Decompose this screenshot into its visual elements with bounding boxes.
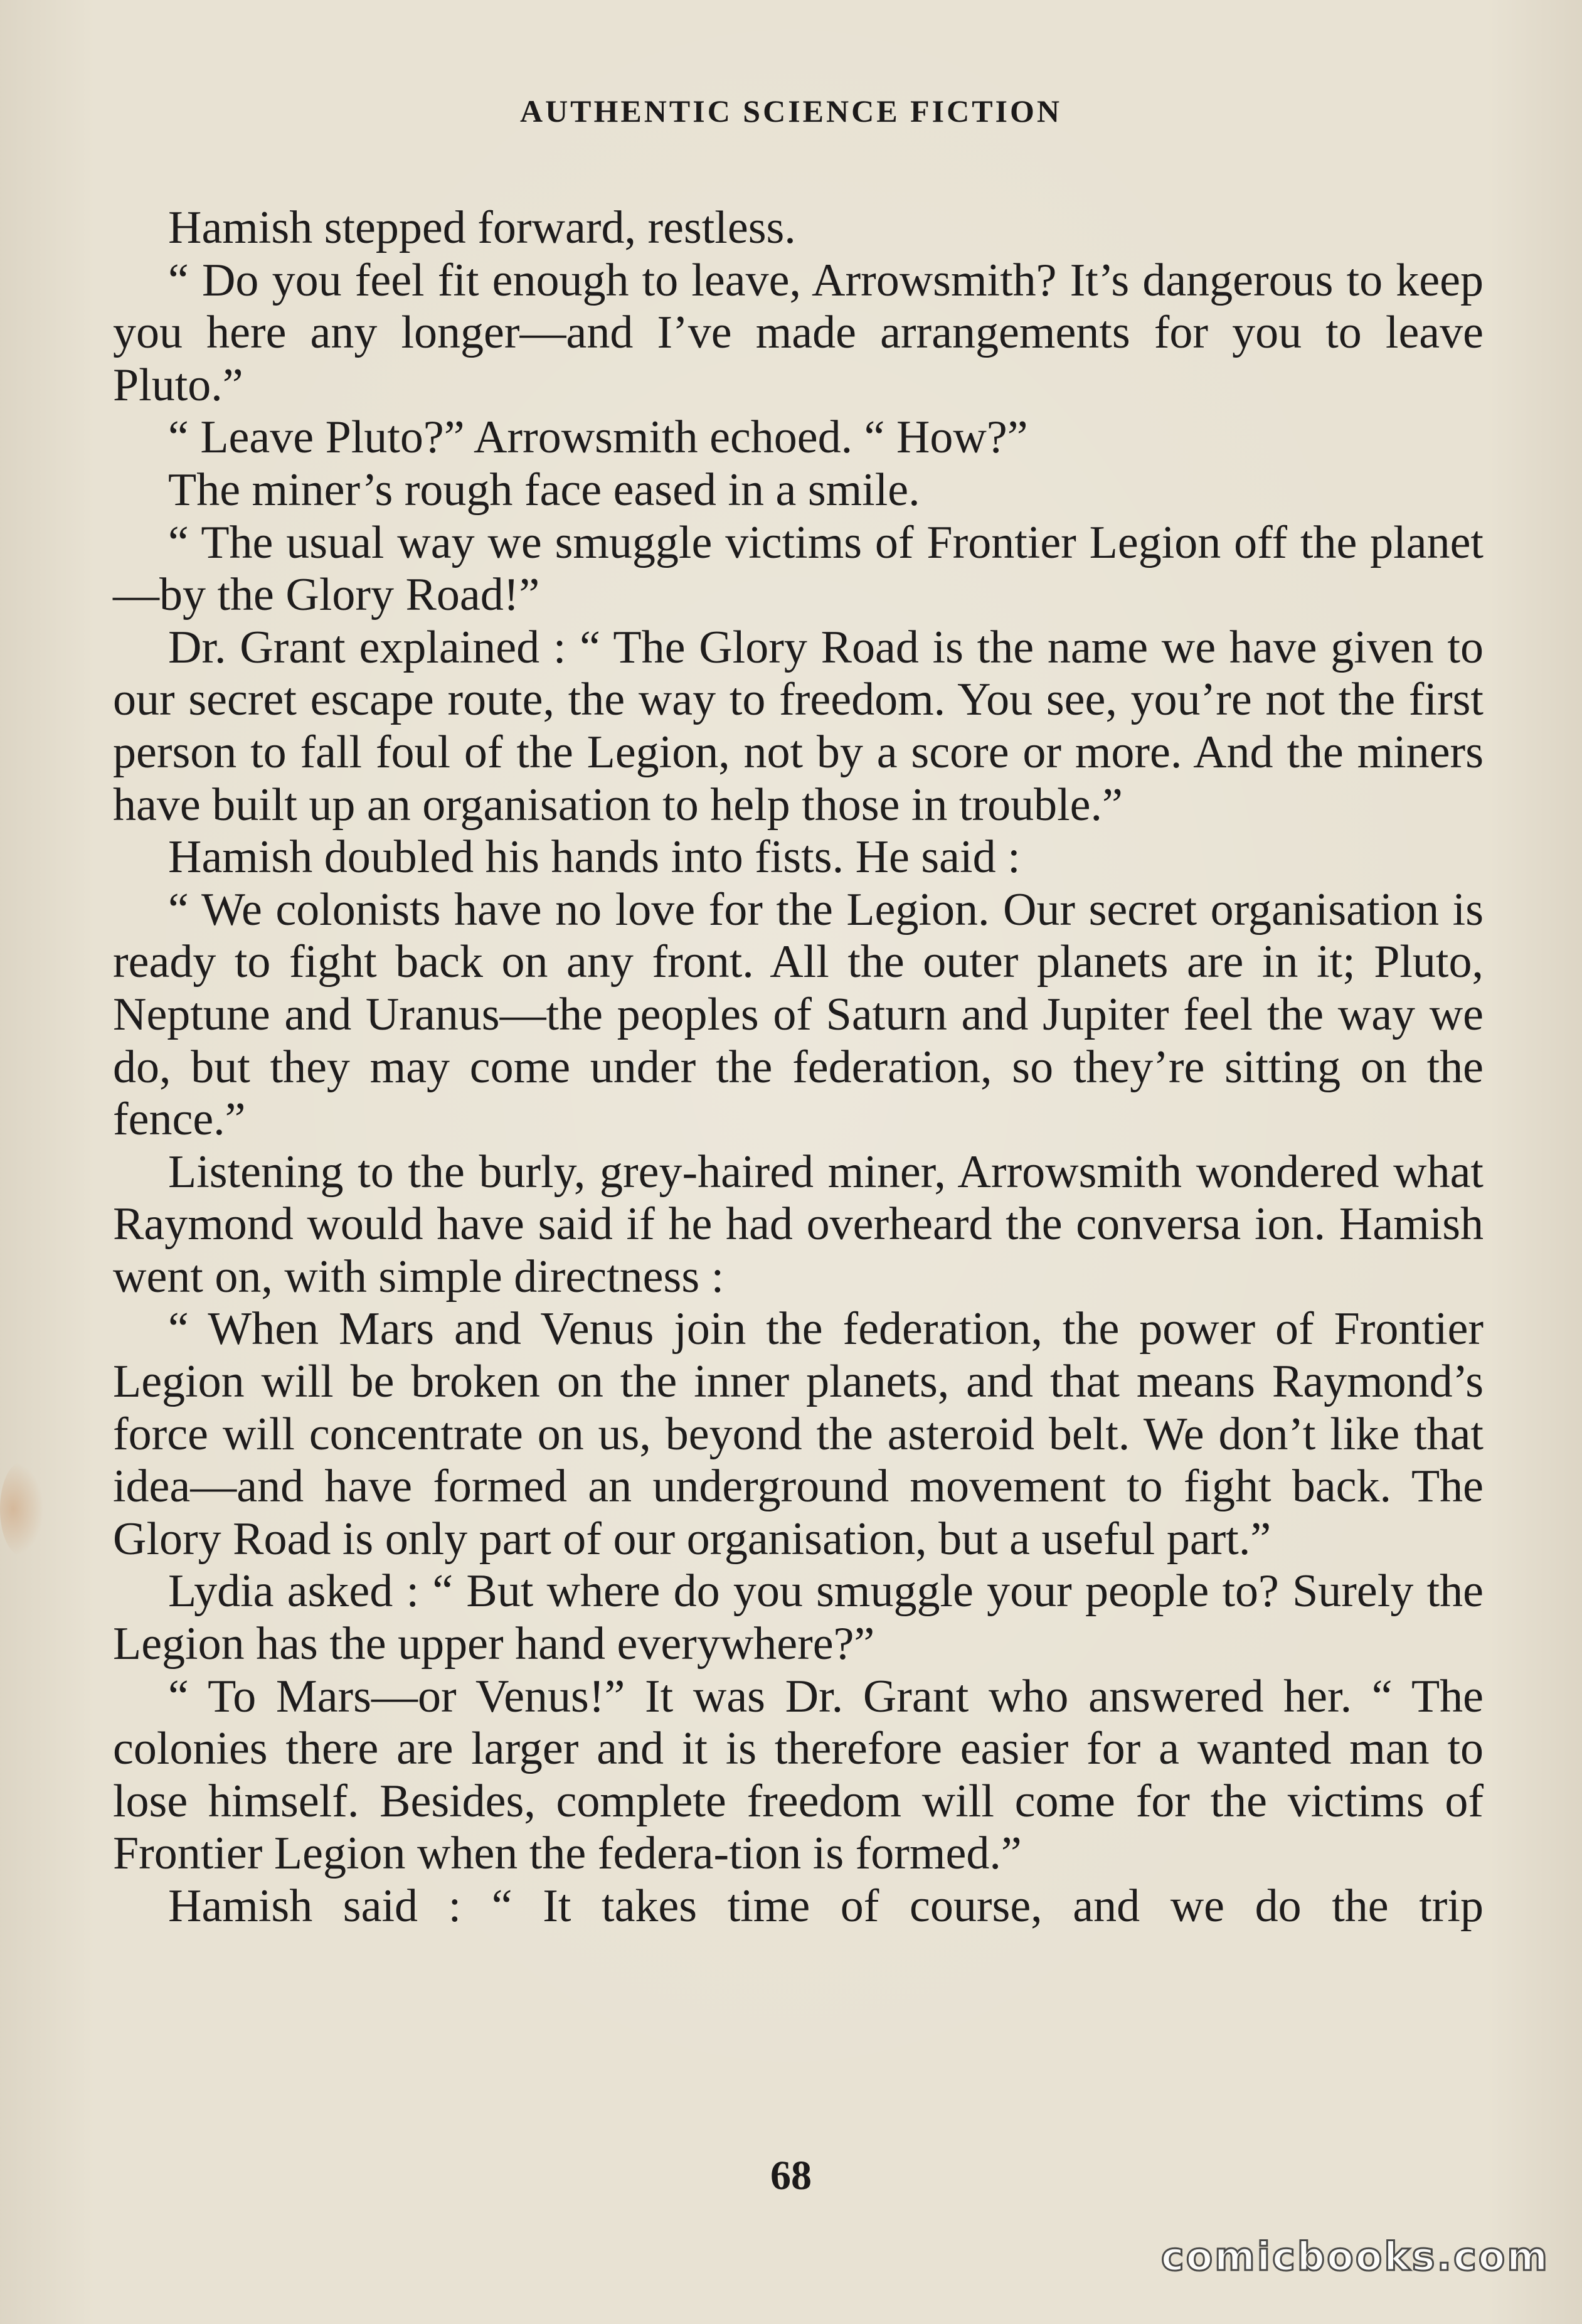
paragraph: Hamish stepped forward, restless. (168, 202, 796, 253)
watermark: comicbooks.com (1160, 2234, 1549, 2279)
paragraph: Hamish said : “ It takes time of course, and we do the trip (168, 1880, 1484, 1932)
paragraph: Lydia asked : “ But where do you smuggle your people to? Surely the Legion has the upper hand everywhere?” (113, 1565, 1484, 1670)
paragraph: “ Leave Pluto?” Arrowsmith echoed. “ How?” (168, 412, 1028, 464)
paragraph: “ The usual way we smuggle victims of Frontier Legion off the planet—by the Glory Road!” (113, 516, 1484, 621)
paragraph: Dr. Grant explained : “ The Glory Road is the name we have given to our secret escape route, the way to freedom. You see, you’re not the first person to fall foul of the Legion, not by a score or more. And the miners have built up an organisation to help those in trouble.” (113, 621, 1484, 831)
paragraph: Listening to the burly, grey-haired miner, Arrowsmith wondered what Raymond would have said if he had overheard the conversa ion. Hamish went on, with simple directness : (113, 1146, 1484, 1303)
body-text (113, 202, 1484, 1933)
running-head: AUTHENTIC SCIENCE FICTION (519, 93, 1063, 129)
paragraph: “ To Mars—or Venus!” It was Dr. Grant who answered her. “ The colonies there are larger and it is therefore easier for a wanted man to lose himself. Besides, complete freedom will come for the victims of Frontier Legion when the federa-tion is formed.” (113, 1670, 1484, 1880)
paragraph: “ When Mars and Venus join the federation, the power of Frontier Legion will be broken on the inner planets, and that means Raymond’s force will concentrate on us, beyond the asteroid belt. We don’t like that idea—and have formed an underground movement to fight back. The Glory Road is only part of our organisation, but a useful part.” (113, 1303, 1484, 1565)
page-stain (0, 1462, 44, 1556)
paragraph: The miner’s rough face eased in a smile. (168, 464, 920, 516)
paragraph: “ Do you feel fit enough to leave, Arrowsmith? It’s dangerous to keep you here any longer—and I’ve made arrangements for you to leave Pluto.” (113, 254, 1484, 411)
paragraph: Hamish doubled his hands into fists. He said : (168, 831, 1021, 883)
page-number: 68 (770, 2153, 812, 2199)
paragraph: “ We colonists have no love for the Legion. Our secret organisation is ready to fight back on any front. All the outer planets are in it; Pluto, Neptune and Uranus—the peoples of Saturn and Jupiter feel the way we do, but they may come under the federation, so they’re sitting on the fence.” (113, 883, 1484, 1146)
